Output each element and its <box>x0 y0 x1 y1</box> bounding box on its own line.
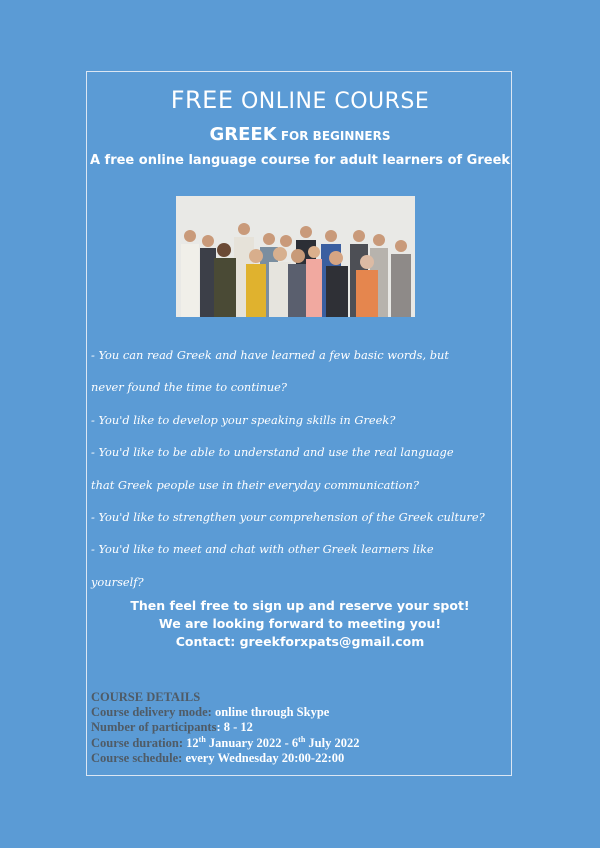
title-word-free: FREE <box>170 86 234 114</box>
benefit-line: - You'd like to meet and chat with other Greek learners like <box>91 542 434 557</box>
group-photo <box>176 196 415 317</box>
benefit-line: - You can read Greek and have learned a few basic words, but <box>91 348 449 362</box>
tagline: A free online language course for adult learners of Greek <box>89 153 511 168</box>
benefit-line: - You'd like to develop your speaking skills in Greek? <box>91 412 396 427</box>
title-rest: ONLINE COURSE <box>233 89 430 114</box>
detail-schedule: Course schedule: every Wednesday 20:00-22:00 <box>91 750 345 765</box>
details-heading: COURSE DETAILS <box>91 690 201 704</box>
benefit-line: - You'd like to be able to understand and use the real language <box>91 445 454 460</box>
cta-line-signup: Then feel free to sign up and reserve your spot! <box>130 598 470 613</box>
group-photo-icon <box>176 196 415 317</box>
course-details <box>91 690 511 766</box>
benefit-line: never found the time to continue? <box>91 380 288 395</box>
detail-duration: Course duration: 12th January 2022 - 6th July 2022 <box>91 734 360 750</box>
course-subtitle <box>0 124 600 145</box>
contact-label: Contact: <box>175 634 240 649</box>
benefit-list <box>91 339 521 598</box>
subtitle-small: FOR BEGINNERS <box>276 129 391 143</box>
contact-line <box>0 633 600 651</box>
detail-mode: Course delivery mode: online through Skype <box>91 705 330 720</box>
detail-participants: Number of participants: 8 - 12 <box>91 720 253 735</box>
call-to-action <box>0 597 600 651</box>
subtitle-main: GREEK <box>209 124 277 145</box>
benefit-line: that Greek people use in their everyday communication? <box>91 477 419 492</box>
benefit-line: - You'd like to strengthen your comprehension of the Greek culture? <box>91 510 485 525</box>
contact-email[interactable]: greekforxpats@gmail.com <box>239 634 425 649</box>
cta-line-meeting: We are looking forward to meeting you! <box>158 616 442 631</box>
page-title <box>0 86 600 114</box>
benefit-line: yourself? <box>91 574 144 589</box>
